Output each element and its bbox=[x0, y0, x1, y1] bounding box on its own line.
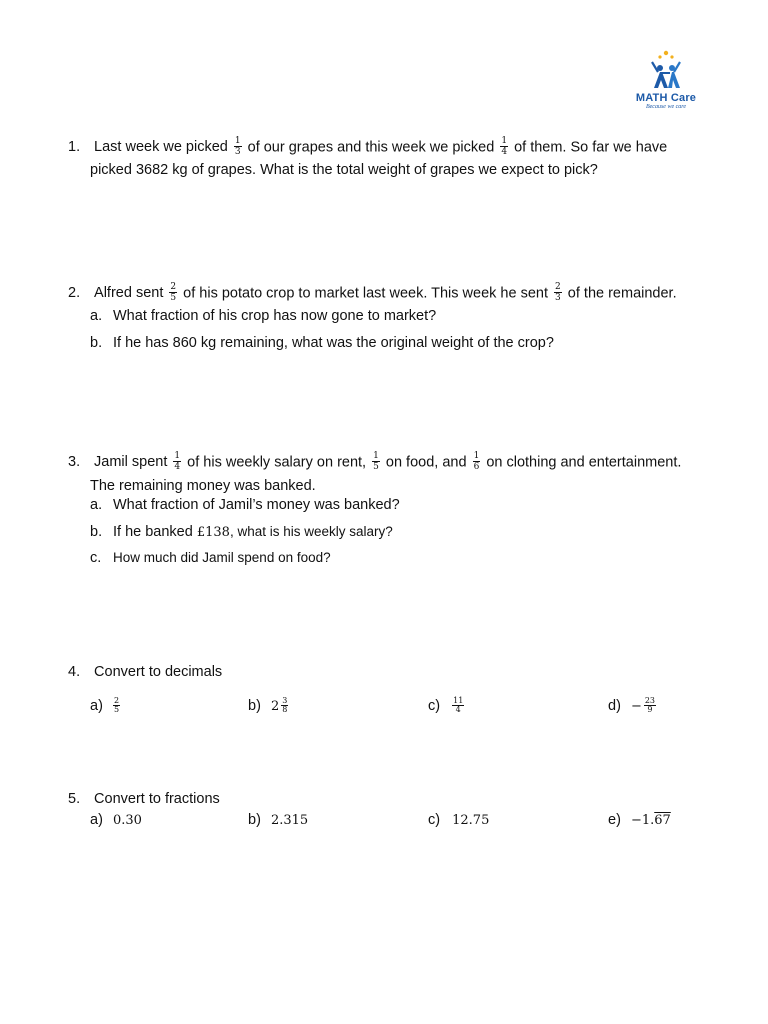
q3-line1 bbox=[68, 452, 681, 473]
q3-part-a bbox=[90, 496, 400, 514]
q5-title: Convert to fractions bbox=[94, 791, 220, 807]
q2-a-label: a. bbox=[90, 308, 103, 324]
q3-number: 3. bbox=[68, 454, 81, 471]
math-care-logo bbox=[630, 48, 702, 118]
q3-part-c bbox=[90, 549, 331, 567]
q4-b-fraction: $\frac{3}{8}$ bbox=[282, 695, 288, 714]
q2-line1 bbox=[68, 283, 677, 304]
q2-part-b bbox=[90, 334, 554, 352]
q3-a-text: What fraction of Jamil’s money was banked? bbox=[113, 497, 400, 513]
q2-text-2: of his potato crop to market last week. This week he sent bbox=[183, 285, 548, 302]
q5-number: 5. bbox=[68, 791, 81, 807]
q5-item-a bbox=[90, 811, 142, 830]
q5-e-value: −1. bbox=[630, 813, 655, 828]
q4-c-fraction: $\frac{11}{4}$ bbox=[453, 695, 464, 714]
q5-e-repeating: 67 bbox=[654, 813, 671, 828]
q4-number: 4. bbox=[68, 664, 81, 680]
q1-text-3: of them. So far we have bbox=[514, 139, 668, 156]
q5-a-label: a) bbox=[90, 812, 103, 828]
q3-c-label: c. bbox=[90, 550, 102, 566]
q3-fraction-1: $\frac{1}{4}$ bbox=[174, 451, 181, 472]
q4-item-b bbox=[248, 697, 290, 716]
q2-a-text: What fraction of his crop has now gone to market? bbox=[113, 308, 437, 324]
logo-name: MATH Care bbox=[635, 92, 697, 104]
q4-d-sign: − bbox=[630, 699, 642, 714]
q5-item-b bbox=[248, 811, 308, 830]
q4-heading bbox=[68, 663, 222, 681]
q3-text-3: on food, and bbox=[385, 454, 467, 471]
q3-b-label: b. bbox=[90, 524, 103, 540]
q1-number: 1. bbox=[68, 139, 81, 156]
q4-item-c bbox=[428, 697, 466, 715]
q4-d-fraction: $\frac{23}{9}$ bbox=[644, 695, 656, 714]
q2-b-label: b. bbox=[90, 335, 103, 351]
logo-tagline: Because we care bbox=[645, 104, 687, 110]
q3-a-label: a. bbox=[90, 497, 103, 513]
q5-b-value: 2.315 bbox=[270, 813, 309, 828]
q3-b-post: , what is his weekly salary? bbox=[229, 524, 393, 539]
q2-part-a bbox=[90, 307, 436, 325]
q2-fraction-2: $\frac{2}{3}$ bbox=[555, 282, 561, 303]
q4-d-label: d) bbox=[608, 698, 621, 714]
q2-text-1: Alfred sent bbox=[94, 285, 164, 302]
logo-figures-icon bbox=[646, 48, 686, 92]
q4-c-label: c) bbox=[428, 698, 441, 714]
q5-b-label: b) bbox=[248, 812, 261, 828]
q5-heading bbox=[68, 790, 220, 808]
q3-b-pre: If he banked bbox=[113, 524, 193, 540]
q1-text-1: Last week we picked bbox=[94, 139, 228, 156]
q1-line2: picked 3682 kg of grapes. What is the total weight of grapes we expect to pick? bbox=[90, 162, 598, 178]
q5-c-label: c) bbox=[428, 812, 441, 828]
q4-item-d bbox=[608, 697, 658, 716]
q3-part-b bbox=[90, 523, 393, 542]
q3-text-4: on clothing and entertainment. bbox=[486, 454, 682, 471]
q5-e-label: e) bbox=[608, 812, 621, 828]
q3-text-2: of his weekly salary on rent, bbox=[187, 454, 367, 471]
q5-item-c bbox=[428, 811, 489, 830]
q3-fraction-3: $\frac{1}{6}$ bbox=[473, 451, 480, 472]
q2-text-3: of the remainder. bbox=[567, 285, 677, 302]
q5-c-value: 12.75 bbox=[452, 813, 490, 828]
q3-line2: The remaining money was banked. bbox=[90, 478, 316, 494]
q3-c-text: How much did Jamil spend on food? bbox=[113, 550, 331, 565]
q4-title: Convert to decimals bbox=[94, 664, 223, 680]
q3-b-amount: £138 bbox=[196, 525, 230, 540]
q2-number: 2. bbox=[68, 285, 81, 302]
q2-fraction-1: $\frac{2}{5}$ bbox=[170, 282, 177, 303]
q3-text-1: Jamil spent bbox=[94, 454, 168, 471]
q4-a-fraction: $\frac{2}{5}$ bbox=[113, 695, 120, 714]
q3-fraction-2: $\frac{1}{5}$ bbox=[373, 451, 379, 472]
q4-a-label: a) bbox=[90, 698, 103, 714]
q4-b-whole: 2 bbox=[270, 699, 280, 714]
q2-b-text: If he has 860 kg remaining, what was the original weight of the crop? bbox=[113, 335, 554, 351]
q1-line1 bbox=[68, 137, 667, 158]
q1-text-2: of our grapes and this week we picked bbox=[247, 139, 495, 156]
q4-item-a bbox=[90, 697, 122, 715]
q4-b-label: b) bbox=[248, 698, 261, 714]
q5-a-value: 0.30 bbox=[112, 813, 142, 828]
q1-fraction-2: $\frac{1}{4}$ bbox=[501, 136, 508, 157]
q1-fraction-1: $\frac{1}{3}$ bbox=[234, 136, 241, 157]
q5-item-e bbox=[608, 811, 671, 830]
